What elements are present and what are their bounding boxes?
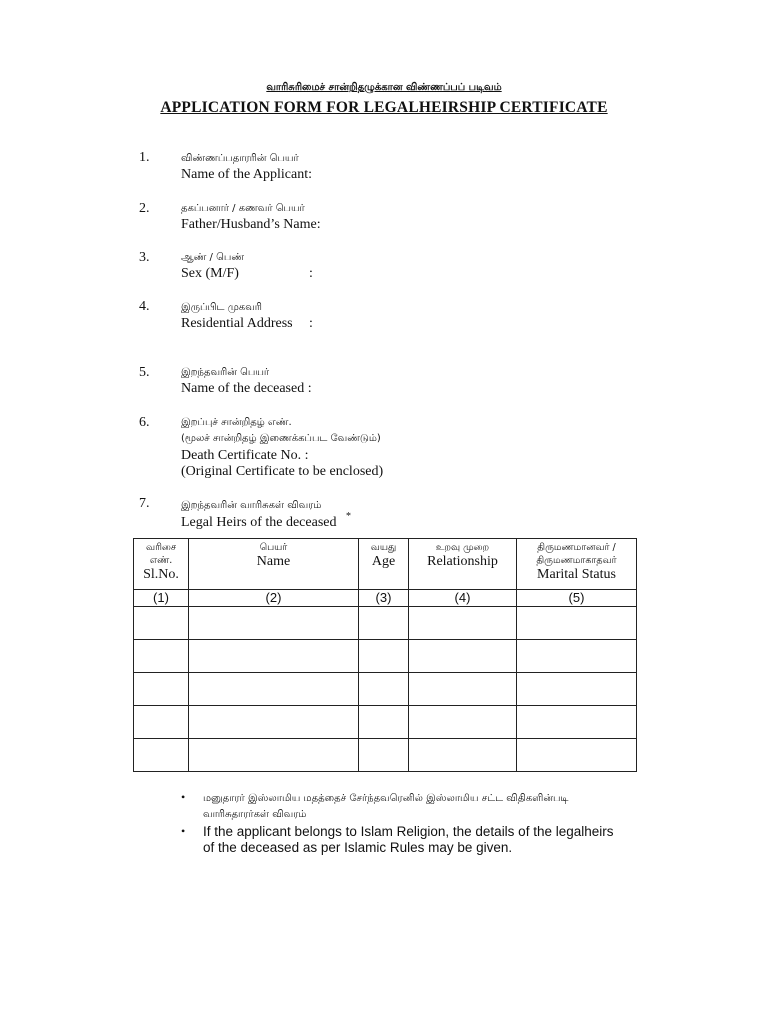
field-colon-sex: : <box>309 266 313 281</box>
field-label-tamil-address: இருப்பிட முகவரி <box>181 302 262 313</box>
table-cell[interactable] <box>189 673 359 706</box>
table-row <box>134 640 637 673</box>
table-cell[interactable] <box>189 607 359 640</box>
field-label-death-certificate-no: Death Certificate No. : <box>181 448 309 463</box>
header-marital-status-tamil: திருமணமானவர் / திருமணமாகாதவர் <box>536 542 617 566</box>
field-number-6: 6. <box>139 415 150 430</box>
header-age-tamil: வயது <box>370 542 397 553</box>
header-name-tamil: பெயர் <box>259 542 288 553</box>
field-label-sex: Sex (M/F) <box>181 266 239 281</box>
field-label-deceased-name: Name of the deceased : <box>181 381 312 396</box>
field-label-tamil-sex: ஆண் / பெண் <box>181 252 245 263</box>
field-label-father-husband-name: Father/Husband’s Name: <box>181 217 321 232</box>
header-relationship-tamil: உறவு முறை <box>435 542 490 553</box>
legal-heirs-table <box>133 538 637 772</box>
index-cell: (5) <box>517 590 637 607</box>
bullet-icon: • <box>181 790 186 804</box>
field-number-4: 4. <box>139 299 150 314</box>
table-cell[interactable] <box>134 673 189 706</box>
field-label-residential-address: Residential Address <box>181 316 293 331</box>
field-number-1: 1. <box>139 150 150 165</box>
table-header-row <box>134 539 637 590</box>
table-cell[interactable] <box>134 739 189 772</box>
bullet-icon: • <box>181 824 186 838</box>
field-label-tamil-father-husband: தகப்பனார் / கணவர் பெயர் <box>181 203 305 214</box>
table-cell[interactable] <box>517 706 637 739</box>
table-index-row <box>134 590 637 607</box>
field-label-tamil-death-certificate: இறப்புச் சான்றிதழ் எண். <box>181 417 292 428</box>
table-cell[interactable] <box>359 739 409 772</box>
header-age-label: Age <box>371 554 396 569</box>
table-cell[interactable] <box>409 640 517 673</box>
header-sl-no-tamil: வரிசை எண். <box>146 542 177 566</box>
field-number-2: 2. <box>139 201 150 216</box>
index-cell: (1) <box>134 590 189 607</box>
table-cell[interactable] <box>134 640 189 673</box>
table-cell[interactable] <box>517 673 637 706</box>
table-row <box>134 706 637 739</box>
field-label-tamil-legal-heirs: இறந்தவரின் வாரிசுகள் விவரம் <box>181 500 322 511</box>
form-title-tamil: வாரிசுரிமைச் சான்றிதழுக்கான விண்ணப்பப் படிவம் <box>266 82 502 93</box>
table-row <box>134 739 637 772</box>
header-name-label: Name <box>256 554 291 569</box>
table-cell[interactable] <box>409 739 517 772</box>
index-cell: (3) <box>359 590 409 607</box>
field-number-7: 7. <box>139 496 150 511</box>
header-age <box>359 539 409 590</box>
table-cell[interactable] <box>409 607 517 640</box>
table-cell[interactable] <box>189 706 359 739</box>
table-cell[interactable] <box>409 673 517 706</box>
table-cell[interactable] <box>189 739 359 772</box>
field-note-tamil-original-certificate: (மூலச் சான்றிதழ் இணைக்கப்பட வேண்டும்) <box>181 433 381 444</box>
header-sl-no-label: Sl.No. <box>143 567 179 582</box>
table-cell[interactable] <box>517 640 637 673</box>
table-cell[interactable] <box>409 706 517 739</box>
header-marital-status-label: Marital Status <box>537 567 616 582</box>
field-label-applicant-name: Name of the Applicant: <box>181 167 313 182</box>
header-sl-no <box>134 539 189 590</box>
table-cell[interactable] <box>517 607 637 640</box>
header-relationship <box>409 539 517 590</box>
table-cell[interactable] <box>359 706 409 739</box>
table-row <box>134 607 637 640</box>
table-cell[interactable] <box>359 640 409 673</box>
table-cell[interactable] <box>134 607 189 640</box>
field-label-tamil-applicant-name: விண்ணப்பதாரரின் பெயர் <box>181 153 299 164</box>
header-marital-status <box>517 539 637 590</box>
table-cell[interactable] <box>189 640 359 673</box>
footnote-asterisk: * <box>346 511 351 522</box>
index-cell: (2) <box>189 590 359 607</box>
form-title: APPLICATION FORM FOR LEGALHEIRSHIP CERTIFICATE <box>160 99 608 116</box>
table-row <box>134 673 637 706</box>
note-islamic-rules: If the applicant belongs to Islam Religion, the details of the legalheirs of the deceased as per Islamic Rules may be given. <box>203 824 614 855</box>
table-cell[interactable] <box>359 607 409 640</box>
index-cell: (4) <box>409 590 517 607</box>
table-cell[interactable] <box>134 706 189 739</box>
field-number-3: 3. <box>139 250 150 265</box>
table-cell[interactable] <box>517 739 637 772</box>
field-label-tamil-deceased-name: இறந்தவரின் பெயர் <box>181 367 270 378</box>
field-note-original-certificate: (Original Certificate to be enclosed) <box>181 464 384 479</box>
header-name <box>189 539 359 590</box>
field-colon-address: : <box>309 316 313 331</box>
table-cell[interactable] <box>359 673 409 706</box>
note-tamil-islamic-rules: மனுதாரர் இஸ்லாமிய மதத்தைச் சேர்ந்தவரெனில் இஸ்லாமிய சட்ட விதிகளின்படி வாரிசுதாரர்கள் விவரம் <box>203 793 569 820</box>
field-label-legal-heirs: Legal Heirs of the deceased <box>181 515 337 530</box>
header-relationship-label: Relationship <box>427 554 498 569</box>
field-number-5: 5. <box>139 365 150 380</box>
